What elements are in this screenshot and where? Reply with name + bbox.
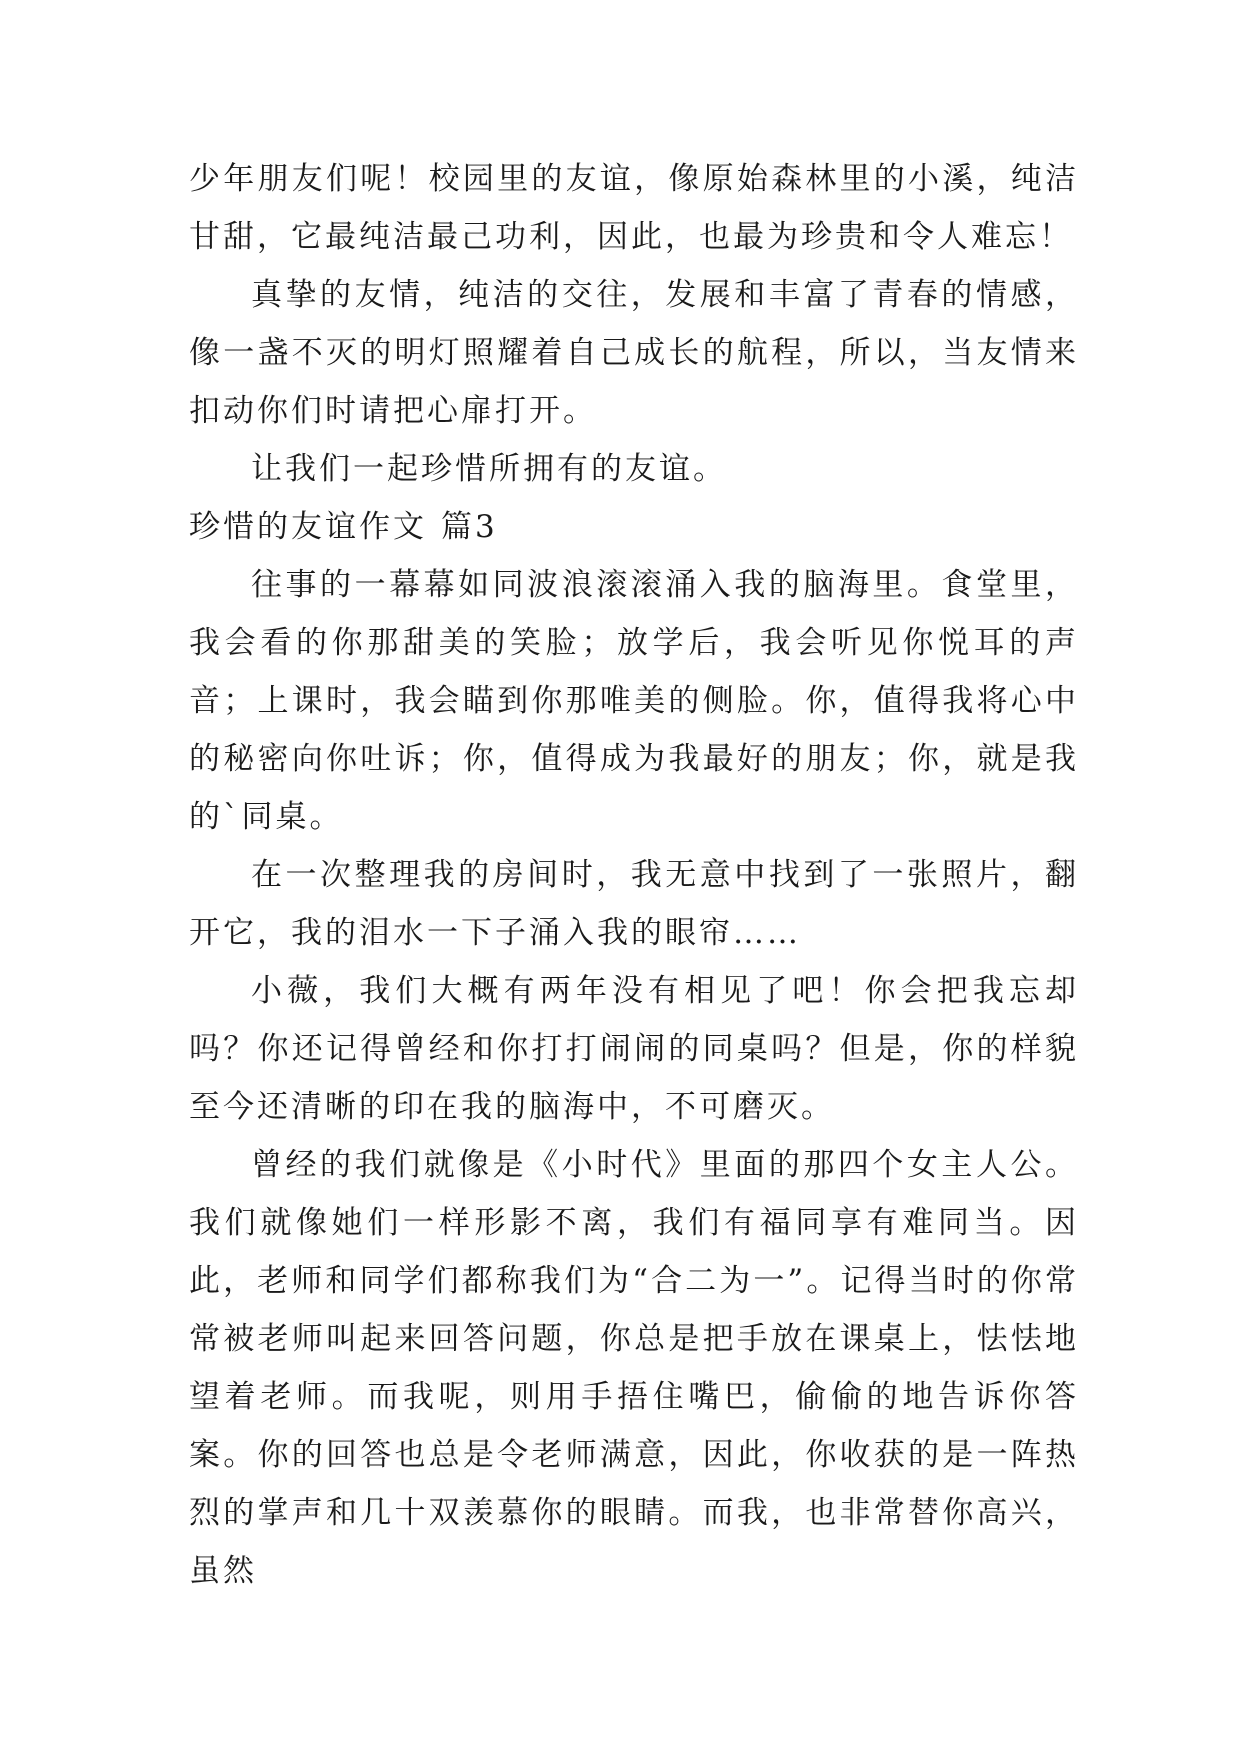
paragraph: 让我们一起珍惜所拥有的友谊。 [251, 451, 727, 487]
paragraph: 往事的一幕幕如同波浪滚滚涌入我的脑海里。食堂里，我会看的你那甜美的笑脸；放学后，我会听见你悦耳的声音；上课时，我会瞄到你那唯美的侧脸。你，值得我将心中的秘密向你吐诉；你，值得成为我最好的朋友；你，就是我的`同桌。 [189, 567, 1079, 835]
document-body [189, 150, 1079, 1600]
paragraph: 曾经的我们就像是《小时代》里面的那四个女主人公。我们就像她们一样形影不离，我们有福同享有难同当。因此，老师和同学们都称我们为“合二为一”。记得当时的你常常被老师叫起来回答问题，你总是把手放在课桌上，怯怯地望着老师。而我呢，则用手捂住嘴巴，偷偷的地告诉你答案。你的回答也总是令老师满意，因此，你收获的是一阵热烈的掌声和几十双羡慕你的眼睛。而我，也非常替你高兴，虽然 [189, 1147, 1079, 1589]
paragraph: 在一次整理我的房间时，我无意中找到了一张照片，翻开它，我的泪水一下子涌入我的眼帘…… [189, 857, 1079, 951]
paragraph-continuation: 少年朋友们呢！校园里的友谊，像原始森林里的小溪，纯洁甘甜，它最纯洁最己功利，因此，也最为珍贵和令人难忘！ [189, 161, 1079, 255]
paragraph: 真挚的友情，纯洁的交往，发展和丰富了青春的情感，像一盏不灭的明灯照耀着自己成长的航程，所以，当友情来扣动你们时请把心扉打开。 [189, 277, 1079, 429]
section-title: 珍惜的友谊作文 [189, 509, 427, 545]
section-label: 篇3 [441, 509, 498, 545]
paragraph: 小薇，我们大概有两年没有相见了吧！你会把我忘却吗？你还记得曾经和你打打闹闹的同桌吗？但是，你的样貌至今还清晰的印在我的脑海中，不可磨灭。 [189, 973, 1079, 1125]
section-heading [189, 498, 1079, 556]
